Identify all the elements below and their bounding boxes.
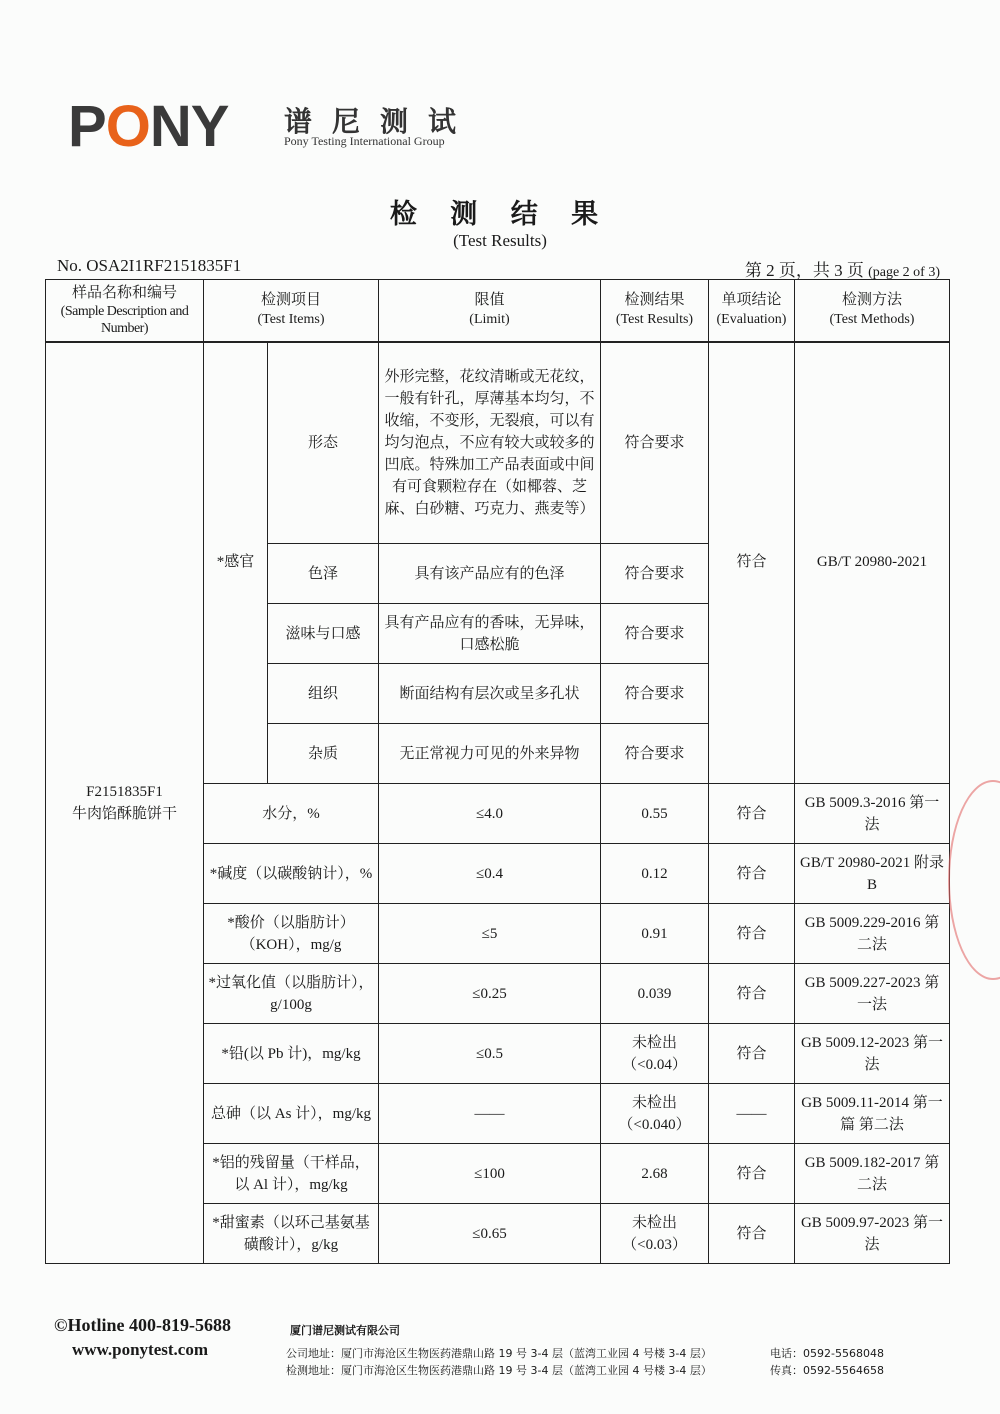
sensory-limit: 无正常视力可见的外来异物 [379,724,601,784]
test-limit: ≤100 [379,1144,601,1204]
results-table [45,279,950,1264]
page-title-english: (Test Results) [453,231,547,250]
header-evaluation-cn: 单项结论 [721,292,782,309]
test-evaluation: 符合 [709,904,795,964]
footer-fax: 传真：0592-5564658 [770,1364,884,1377]
test-method: GB 5009.97-2023 第一法 [795,1204,950,1264]
test-evaluation: 符合 [709,964,795,1024]
sensory-evaluation: 符合 [709,342,795,784]
footer-company-address: 公司地址：厦门市海沧区生物医药港鼎山路 19 号 3-4 层（蓝湾工业园 4 号楼 3-4 层） [286,1347,712,1360]
test-item: 总砷（以 As 计），mg/kg [204,1084,379,1144]
logo-letter-o: O [105,94,150,159]
footer-hotline-text: Hotline 400-819-5688 [67,1315,231,1335]
test-limit: ≤0.25 [379,964,601,1024]
test-evaluation: 符合 [709,1024,795,1084]
header-items-cn: 检测项目 [260,292,321,309]
page-title-chinese: 检 测 结 果 [389,199,611,230]
sensory-result: 符合要求 [601,544,709,604]
test-limit: —— [379,1084,601,1144]
header-results-cn: 检测结果 [624,292,685,309]
test-result: 0.12 [601,844,709,904]
test-method: GB 5009.229-2016 第二法 [795,904,950,964]
official-stamp [948,780,1000,980]
header-items [204,280,379,342]
header-results [601,280,709,342]
sensory-limit: 外形完整，花纹清晰或无花纹，一般有针孔，厚薄基本均匀，不收缩，不变形，无裂痕，可以有均匀泡点，不应有较大或较多的凹底。特殊加工产品表面或中间有可食颗粒存在（如椰蓉、芝麻、白砂糖、巧克力、燕麦等） [379,342,601,544]
footer-test-address: 检测地址：厦门市海沧区生物医药港鼎山路 19 号 3-4 层（蓝湾工业园 4 号楼 3-4 层） [286,1364,712,1377]
header-evaluation-en: (Evaluation) [716,312,787,328]
test-method: GB 5009.11-2014 第一篇 第二法 [795,1084,950,1144]
sensory-item: 杂质 [268,724,379,784]
logo-chinese-name: 谱尼测试 [284,105,477,138]
test-method: GB 5009.3-2016 第一法 [795,784,950,844]
logo-letters-ny: NY [149,94,229,159]
footer-hotline [54,1315,231,1336]
report-number: No. OSA2I1RF2151835F1 [57,256,242,275]
footer-website[interactable]: www.ponytest.com [72,1340,208,1359]
test-item: *铝的残留量（干样品，以 Al 计），mg/kg [204,1144,379,1204]
sensory-method: GB/T 20980-2021 [795,342,950,784]
test-limit: ≤0.65 [379,1204,601,1264]
header-methods-en: (Test Methods) [829,312,915,328]
test-result: 未检出（<0.04） [601,1024,709,1084]
header-evaluation [709,280,795,342]
test-limit: ≤4.0 [379,784,601,844]
sensory-limit: 具有该产品应有的色泽 [379,544,601,604]
test-evaluation: 符合 [709,784,795,844]
copyright-icon: © [54,1315,68,1335]
header-sample-en: (Sample Description and Number) [60,304,189,337]
header-methods-cn: 检测方法 [841,292,902,309]
sensory-result: 符合要求 [601,724,709,784]
test-evaluation: 符合 [709,1204,795,1264]
page-indicator [745,256,940,281]
sample-code: F2151835F1 [86,783,163,800]
footer-telephone: 电话：0592-5568048 [770,1347,884,1360]
header-sample-cn: 样品名称和编号 [71,285,177,302]
sensory-group-cell: *感官 [204,342,268,784]
test-item: *过氧化值（以脂肪计），g/100g [204,964,379,1024]
logo-wordmark [68,94,229,159]
test-limit: ≤0.4 [379,844,601,904]
test-result: 未检出（<0.03） [601,1204,709,1264]
header-sample [46,280,204,342]
table-row [46,342,950,544]
sensory-item: 形态 [268,342,379,544]
header-limit [379,280,601,342]
test-result: 0.91 [601,904,709,964]
test-evaluation: 符合 [709,1144,795,1204]
header-items-en: (Test Items) [257,312,325,328]
test-result: 0.039 [601,964,709,1024]
test-item: *碱度（以碳酸钠计），% [204,844,379,904]
sensory-item: 色泽 [268,544,379,604]
page-indicator-en: (page 2 of 3) [868,265,940,280]
test-result: 2.68 [601,1144,709,1204]
logo-letters-p: P [68,94,106,159]
logo-english-name: Pony Testing International Group [284,134,445,148]
test-evaluation: 符合 [709,844,795,904]
sensory-item: 滋味与口感 [268,604,379,664]
test-method: GB 5009.227-2023 第一法 [795,964,950,1024]
test-method: GB 5009.182-2017 第二法 [795,1144,950,1204]
table-header-row [46,280,950,342]
test-item: *铅(以 Pb 计)，mg/kg [204,1024,379,1084]
header-limit-en: (Limit) [469,312,510,328]
test-result: 未检出（<0.040） [601,1084,709,1144]
sensory-limit: 具有产品应有的香味，无异味，口感松脆 [379,604,601,664]
test-limit: ≤5 [379,904,601,964]
test-item: *甜蜜素（以环己基氨基磺酸计），g/kg [204,1204,379,1264]
test-result: 0.55 [601,784,709,844]
sensory-result: 符合要求 [601,604,709,664]
test-limit: ≤0.5 [379,1024,601,1084]
page-indicator-cn: 第 2 页，共 3 页 [744,261,864,280]
company-logo [68,94,498,159]
header-results-en: (Test Results) [615,312,694,328]
test-item: 水分，% [204,784,379,844]
sample-name: 牛肉馅酥脆饼干 [71,805,177,822]
sample-cell [46,342,204,1264]
test-item: *酸价（以脂肪计）（KOH），mg/g [204,904,379,964]
test-method: GB 5009.12-2023 第一法 [795,1024,950,1084]
sensory-item: 组织 [268,664,379,724]
test-evaluation: —— [709,1084,795,1144]
header-limit-cn: 限值 [474,292,505,309]
sensory-result: 符合要求 [601,342,709,544]
header-methods [795,280,950,342]
sensory-result: 符合要求 [601,664,709,724]
footer-company-name: 厦门谱尼测试有限公司 [290,1324,400,1337]
sensory-limit: 断面结构有层次或呈多孔状 [379,664,601,724]
test-method: GB/T 20980-2021 附录 B [795,844,950,904]
